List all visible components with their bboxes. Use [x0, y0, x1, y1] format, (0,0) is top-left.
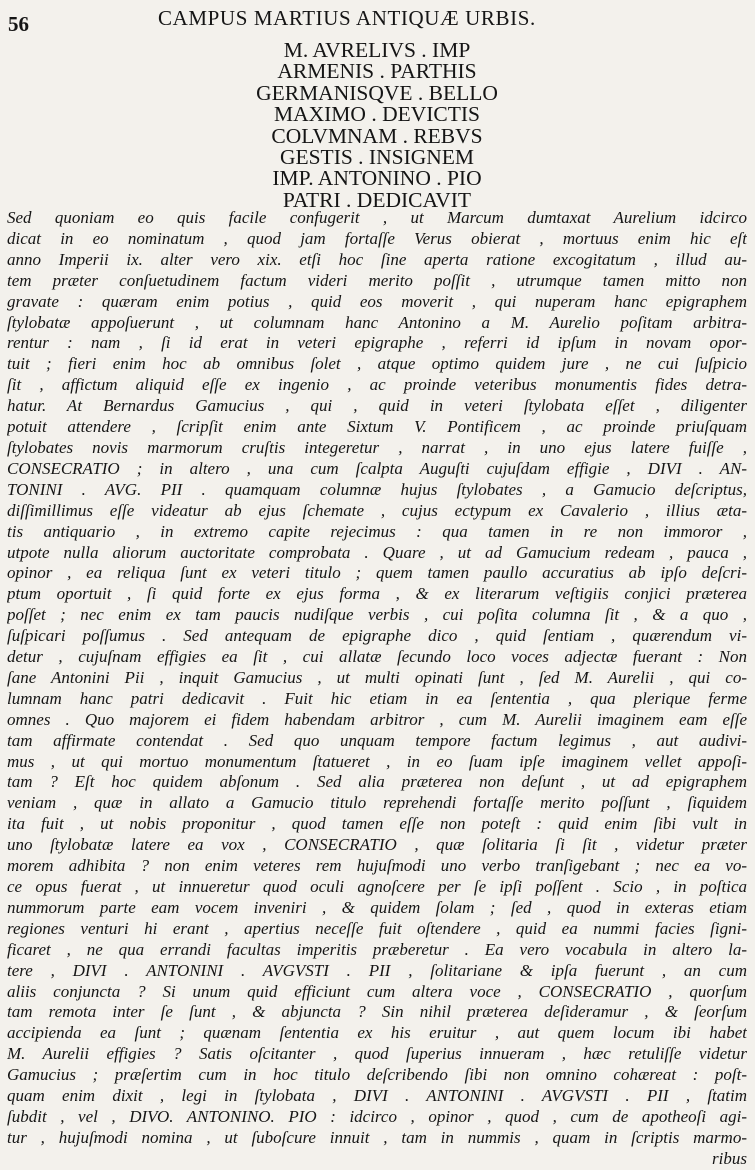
text-line: diſſimillimus eſſe videatur ab ejus ſchemate , cujus ectypum ex Cavalerio , illius æta-: [7, 500, 747, 520]
text-line: opinor , ea reliqua ſunt ex veteri titulo ; quem tamen paullo accuratius ab ipſo deſcri-: [7, 563, 747, 583]
text-line: poſſet ; nec enim ex tam paucis nudiſque verbis , cui poſita columna ſit , & a quo ,: [7, 605, 747, 625]
text-line: dicat in eo nominatum , quod jam fortaſſe Verus obierat , mortuus enim hic eſt: [7, 228, 747, 248]
text-line: tam affirmate contendat . Sed quo unquam tempore factum legimus , aut audivi-: [7, 730, 747, 750]
inscription-line: IMP. ANTONINO . PIO: [272, 166, 482, 191]
running-title: CAMPUS MARTIUS ANTIQUÆ URBIS.: [158, 6, 536, 30]
text-line: veniam , quæ in allato a Gamucio titulo reprehendi fortaſſe merito poſſunt , ſiquidem: [7, 793, 747, 813]
text-line: ſuſpicari poſſumus . Sed antequam de epigraphe dico , quid ſentiam , quærendum vi-: [7, 626, 747, 646]
text-line: mus , ut qui mortuo monumentum ſtatueret , in eo ſuam ipſe imaginem vellet appoſi-: [7, 751, 747, 771]
text-line: tur , hujuſmodi nomina , ut ſuboſcure innuit , tam in nummis , quam in ſcriptis marmo-: [7, 1127, 747, 1147]
text-line: M. Aurelii effigies ? Satis oſcitanter , quod ſuperius innueram , hæc retuliſſe videtur: [7, 1044, 747, 1064]
text-line: hatur. At Bernardus Gamucius , qui , quid in veteri ſtylobata eſſet , diligenter: [7, 396, 747, 416]
text-line: morem adhibita ? non enim veteres rem hujuſmodi uno verbo tranſigebant ; nec ea vo-: [7, 856, 747, 876]
inscription-line: GERMANISQVE . BELLO: [256, 80, 498, 105]
text-line: quam enim dixit , legi in ſtylobata , DIVI . ANTONINI . AVGVSTI . PII , ſtatim: [7, 1086, 747, 1106]
text-line: CONSECRATIO ; in altero , una cum ſcalpta Auguſti cujuſdam effigie , DIVI . AN-: [7, 458, 747, 478]
text-line: gravate : quæram enim potius , quid eos moverit , qui nuperam hanc epigraphem: [7, 291, 747, 311]
text-line: tere , DIVI . ANTONINI . AVGVSTI . PII , ſolitariane & ipſa fuerunt , an cum: [7, 960, 747, 980]
text-line: tam ? Eſt hoc quidem abſonum . Sed alia præterea non deſunt , ut ad epigraphem: [7, 772, 747, 792]
text-line: tam remota inter ſe ſunt , & abjuncta ? Sin nihil præterea deſiderатur , & ſeorſum: [7, 1002, 747, 1022]
text-line: regiones venturi hi erant , apertius neceſſe fuit oſtendere , quid ea nummi facies ſigni-: [7, 918, 747, 938]
text-line: tuit ; fieri enim hoc ab omnibus ſolet , atque optimo quidem jure , ne cui ſuſpicio: [7, 354, 747, 374]
inscription-line: ARMENIS . PARTHIS: [277, 59, 477, 84]
inscription-line: GESTIS . INSIGNEM: [279, 145, 475, 170]
text-line: ſit , affictum aliquid eſſe ex ingenio , ac proinde veteribus monumentis fides detra-: [7, 375, 747, 395]
text-line: ribus: [712, 1148, 747, 1168]
text-line: nummorum parte eam vocem inveniri , & quidem ſolam ; ſed , quod in exteras etiam: [7, 897, 747, 917]
text-line: accipienda ea ſunt ; quænam ſententia ex his eruitur , aut quem locum ibi habet: [7, 1023, 747, 1043]
inscription-line: MAXIMO . DEVICTIS: [273, 102, 481, 127]
inscription-line: PATRI . DEDICAVIT: [282, 187, 472, 212]
text-line: lumnam hanc patri dedicavit . Fuit hic etiam in ea ſententia , qua plerique ferme: [7, 688, 747, 708]
text-line: ficaret , ne qua errandi facultas imperitis præberetur . Ea vero vocabula in altero la-: [7, 939, 747, 959]
text-line: rentur : nam , ſi id erat in veteri epigraphe , referri id ipſum in novam opor-: [7, 333, 747, 353]
text-line: utpote nulla aliorum auctoritate comprobata . Quare , ut ad Gamucium redeam , pauca ,: [7, 542, 747, 562]
text-line: ita fuit , ut nobis proponitur , quod tamen eſſe non poteſt : quid enim ſibi vult in: [7, 814, 747, 834]
text-line: ce opus fuerat , ut innueretur quod oculi agnoſcere per ſe ipſi poſſent . Scio , in poſtica: [7, 877, 747, 896]
text-line: omnes . Quo majorem ei fidem habendam arbitror , cum M. Aurelii imaginem eam eſſe: [7, 709, 747, 729]
text-line: ſtylobatæ appoſuerunt , ut columnam hanc Antonino a M. Aurelio poſitam arbitra-: [7, 312, 747, 332]
text-line: potuit attendere , ſcripſit enim ante Sixtum V. Pontificem , ac proinde priuſquam: [7, 417, 747, 437]
page-number: 56: [8, 12, 29, 36]
text-line: aliis conjuncta ? Si unum quid efficiunt cum altera voce , CONSECRATIO , quorſum: [7, 981, 747, 1001]
text-line: ſubdit , vel , DIVO. ANTONINO. PIO : idcirco , opinor , quod , cum de apotheoſi agi-: [7, 1106, 747, 1126]
inscription-line: COLVMNAM . REBVS: [271, 123, 483, 148]
text-line: TONINI . AVG. PII . quamquam columnæ hujus ſtylobates , a Gamucio deſcriptus,: [7, 479, 747, 499]
text-line: ſane Antonini Pii , inquit Gamucius , ut multi opinati ſunt , ſed M. Aurelii , qui co-: [7, 667, 747, 687]
text-line: detur , cujuſnam effigies ea ſit , cui allatæ ſecundo loco voces adjectæ fuerant : Non: [7, 647, 747, 667]
text-line: tem præter conſuetudinem factum videri merito poſſit , utrumque tamen mitto non: [7, 270, 747, 290]
body-text: [7, 208, 747, 1170]
text-line: ſtylobates novis marmorum cruſtis integeretur , narrat , in uno ejus latere fuiſſe ,: [7, 437, 747, 457]
text-line: Gamucius ; præſertim cum in hoc titulo deſcribendo ſibi non omnino cohæreat : poſt-: [7, 1065, 747, 1085]
text-line: tis antiquario , in extremo capite rejecimus : qua tamen in re non immoror ,: [7, 521, 747, 541]
text-line: uno ſtylobatæ latere ea vox , CONSECRATIO , quæ ſolitaria ſi ſit , videtur præter: [7, 835, 747, 855]
inscription-block: [200, 40, 554, 211]
text-line: anno Imperii ix. alter vero xix. etſi hoc ſine aperta ratione excogitatum , illud au-: [7, 249, 747, 269]
inscription-line: M. AVRELIVS . IMP: [283, 38, 471, 62]
text-line: Sed quoniam eo quis facile confugerit , ut Marcum dumtaxat Aurelium idcirco: [7, 208, 747, 227]
text-line: ptum oportuit , ſi quid forte ex ejus forma , & ex literarum veſtigiis conjici præterea: [7, 584, 747, 604]
